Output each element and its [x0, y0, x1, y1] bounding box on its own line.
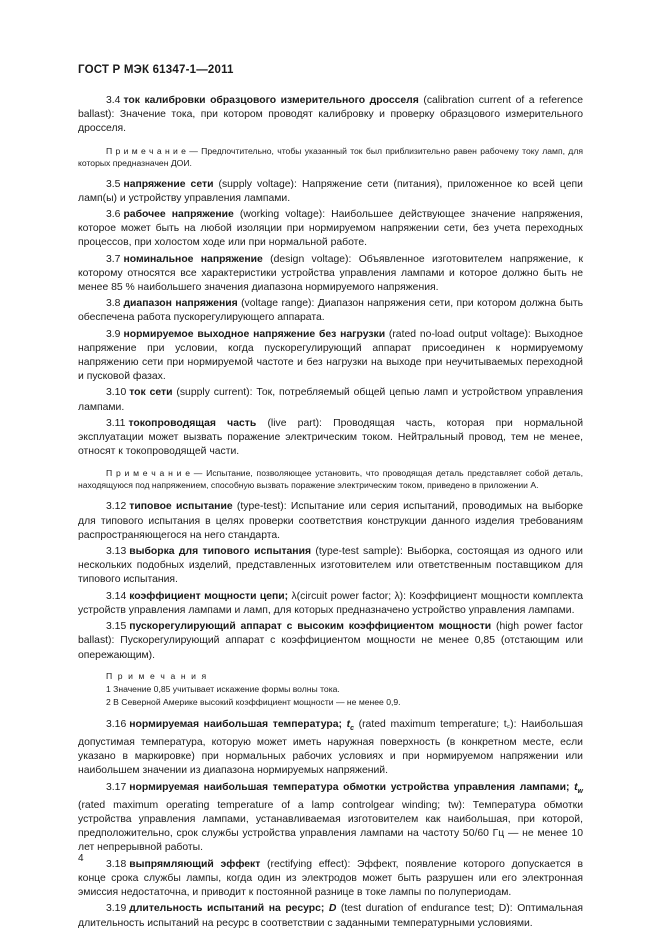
definition-clause: [78, 590, 583, 618]
clause-text: (design voltage): Объявленное изготовителем напряжение, к которому относятся все характеристики устройства управления лампами и которое должно быть не менее 85 % наибольшего значения диапазона нормируемого напряжения.: [78, 253, 583, 294]
definition-clause: [78, 781, 583, 856]
definition-clause: [78, 208, 583, 251]
clause-text: (high power factor ballast): Пускорегулирующий аппарат с коэффициентом мощности не менее 0,85 (отстающим или опережающим).: [78, 621, 583, 661]
clause-term: типовое испытание: [129, 501, 233, 513]
clause-text: (live part): Проводящая часть, которая при нормальной эксплуатации может вызвать поражение электрическим током. Нейтральный провод, тем не менее, относят к токопроводящей части.: [78, 417, 583, 458]
clause-text: (type-test sample): Выборка, состоящая из одного или нескольких подобных изделий, представленных изготовителем или ответственным поставщиком для типового испытания.: [78, 546, 583, 586]
document-header: ГОСТ Р МЭК 61347-1—2011: [78, 64, 234, 76]
clause-term: напряжение сети: [123, 178, 214, 190]
clause-symbol-subscript: w: [577, 787, 583, 795]
definition-clause: [78, 328, 583, 385]
clause-number: 3.5: [106, 178, 121, 190]
clause-number: 3.7: [106, 253, 121, 265]
clause-text: (rated maximum operating temperature of a lamp controlgear winding; tw): Температура обмотки устройства управления лампами, устанавливаемая изготовителем как наибольшая, при которой, предположительно, срок службы устройства управления лампами на частоту 50/60 Гц — не менее 10 лет непрерывной работы.: [78, 799, 583, 854]
page-number: 4: [78, 853, 84, 864]
notes-heading: П р и м е ч а н и я: [106, 670, 208, 681]
clause-symbol: D: [328, 903, 337, 915]
clause-text: (voltage range): Диапазон напряжения сети, при котором должна быть обеспечена работа пускорегулирующего аппарата.: [78, 298, 583, 324]
clause-term: коэффициент мощности цепи;: [129, 590, 292, 602]
clause-term: пускорегулирующий аппарат с высоким коэффициентом мощности: [129, 621, 492, 633]
note-item: 1 Значение 0,85 учитывает искажение формы волны тока.: [106, 683, 340, 694]
note-label: П р и м е ч а н и е: [106, 145, 186, 156]
clause-number: 3.10: [106, 387, 127, 399]
definition-clause: [78, 902, 583, 930]
definition-clause: [78, 94, 583, 137]
clause-symbol: t: [574, 781, 578, 793]
clause-number: 3.8: [106, 298, 121, 310]
clause-text: λ(circuit power factor; λ): Коэффициент мощности комплекта устройств управления лампами и ламп, для которых предназначено устройство управления лампами.: [78, 590, 583, 616]
clause-term: рабочее напряжение: [123, 209, 234, 221]
clause-text: (rated maximum temperature; t꜀): Наибольшая допустимая температура, которую может иметь наружная поверхность (в конкретном месте, если указано в маркировке) при нормальных рабочих условиях и при нормируемом напряжении или наибольшем значении из диапазона нормируемых напряжений.: [78, 718, 583, 777]
definition-clause: [78, 500, 583, 543]
clause-term: выпрямляющий эффект: [129, 858, 261, 870]
clause-term: ток калибровки образцового измерительного дросселя: [123, 95, 419, 106]
clause-term: длительность испытаний на ресурс;: [129, 903, 329, 915]
clause-text: (supply current): Ток, потребляемый общей цепью ламп и устройством управления лампами.: [78, 387, 583, 413]
clause-term: нормируемое выходное напряжение без нагрузки: [123, 328, 386, 340]
clause-number: 3.18: [106, 858, 127, 870]
clause-text: (type-test): Испытание или серия испытаний, проводимых на выборке для типового испытания в целях проверки соответствия конструкции данного изделия требованиям распространяющегося на него стандарта.: [78, 501, 583, 541]
clause-text: (rectifying effect): Эффект, появление которого допускается в конце срока службы лампы, когда один из электродов может быть разрушен или его электронная эмиссия недостаточна, и приводит к постоянной разнице в токе лампы по полупериодам.: [78, 858, 583, 899]
clause-text: (test duration of endurance test; D): Оптимальная длительность испытаний на ресурс в соответствии с заданными температурными условиями.: [78, 903, 584, 929]
clause-number: 3.6: [106, 209, 121, 221]
clause-term: нормируемая наибольшая температура обмотки устройства управления лампами;: [129, 781, 575, 793]
definition-clause: [78, 386, 583, 414]
clause-text: (calibration current of a reference ballast): Значение тока, при котором проводят калибровку и проверку образцового измерительного дросселя.: [78, 95, 583, 135]
definition-clause: [78, 858, 583, 901]
definition-clause: [78, 178, 583, 206]
clause-term: выборка для типового испытания: [129, 546, 312, 558]
clause-term: нормируемая наибольшая температура;: [129, 718, 347, 730]
notes-list: [78, 670, 583, 709]
clause-number: 3.12: [106, 501, 127, 513]
note: [78, 145, 583, 169]
clause-number: 3.11: [106, 417, 126, 429]
note-label: П р и м е ч а н и е: [106, 468, 190, 479]
note: [78, 467, 583, 491]
clause-term: токопроводящая часть: [128, 417, 257, 429]
definition-clause: [78, 620, 583, 663]
clause-term: ток сети: [129, 387, 173, 399]
clause-number: 3.17: [106, 781, 127, 793]
definition-clause: [78, 253, 583, 296]
note-item: 2 В Северной Америке высокий коэффициент мощности — не менее 0,9.: [106, 696, 401, 707]
clause-term: диапазон напряжения: [123, 298, 238, 310]
definition-clause: [78, 297, 583, 325]
definition-clause: [78, 545, 583, 588]
note-text: — Предпочтительно, чтобы указанный ток был приблизительно равен рабочему току ламп, для которых предназначен ДОИ.: [78, 145, 583, 168]
clause-text: (working voltage): Наибольшее действующее значение напряжения, которое может быть на любой изоляции при нормируемом напряжении сети, без учета переходных процессов, при холостом ходе или при нормальной работе.: [78, 209, 583, 249]
clause-number: 3.15: [106, 621, 127, 633]
note-text: — Испытание, позволяющее установить, что проводящая деталь представляет собой деталь, находящуюся под напряжением, способную вызвать поражение электрическим током, приведено в приложении А.: [78, 468, 584, 491]
clause-number: 3.16: [106, 718, 127, 730]
clause-number: 3.19: [106, 903, 127, 915]
clause-term: номинальное напряжение: [123, 253, 263, 265]
clause-number: 3.9: [106, 328, 121, 340]
clause-number: 3.4: [106, 95, 121, 106]
document-body: [78, 94, 583, 933]
clause-text: (rated no-load output voltage): Выходное напряжение при условии, когда пускорегулирующий аппарат присоединен к нормируемому напряжению сети при нормируемой частоте и без нагрузки на выходе при неучитываемых переходной и пусковой фазах.: [78, 328, 583, 383]
definition-clause: [78, 718, 583, 779]
clause-symbol: t: [346, 718, 351, 730]
clause-number: 3.13: [106, 546, 127, 558]
clause-number: 3.14: [106, 590, 127, 602]
clause-symbol-subscript: c: [350, 724, 354, 732]
definition-clause: [78, 417, 583, 460]
clause-text: (supply voltage): Напряжение сети (питания), приложенное ко всей цепи ламп(ы) и устройству управления лампами.: [78, 178, 583, 204]
